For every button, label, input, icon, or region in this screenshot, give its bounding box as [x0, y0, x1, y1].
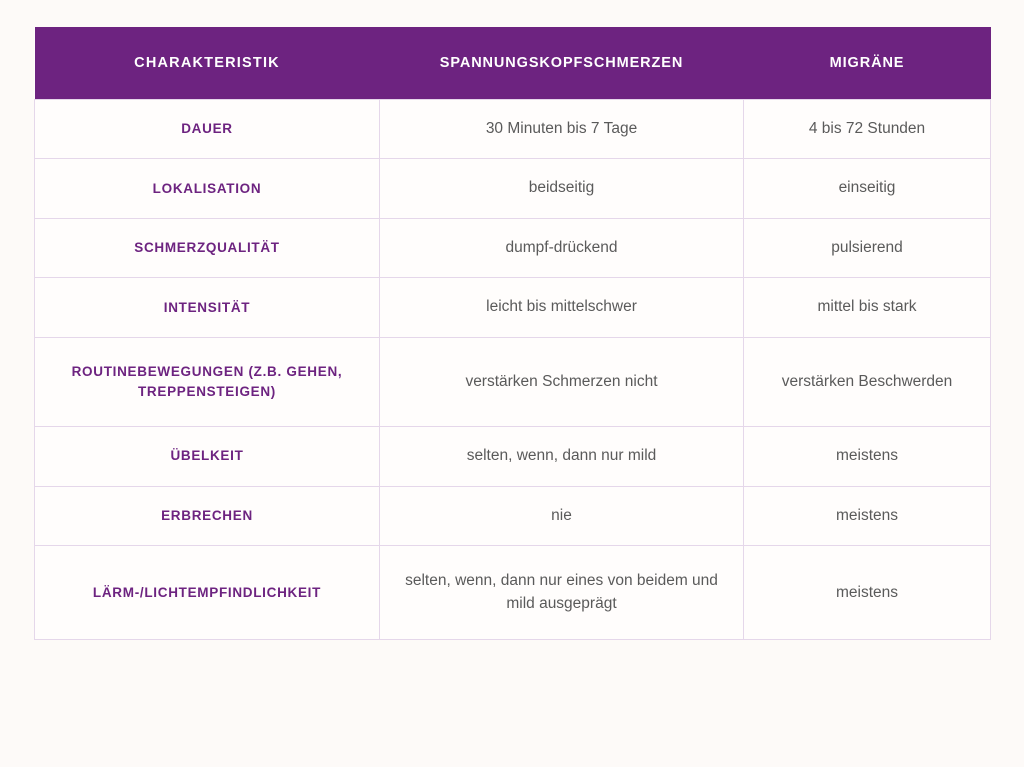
cell-tension-intensitaet: leicht bis mittelschwer: [380, 278, 744, 337]
cell-migraine-intensitaet: mittel bis stark: [744, 278, 991, 337]
row-label-routinebewegungen: ROUTINEBEWEGUNGEN (Z.B. GEHEN, TREPPENSTEIGEN): [35, 337, 380, 427]
cell-migraine-uebelkeit: meistens: [744, 427, 991, 486]
cell-tension-laerm-lichtempfindlichkeit: selten, wenn, dann nur eines von beidem und mild ausgeprägt: [380, 546, 744, 640]
table-row: [35, 218, 991, 277]
cell-tension-dauer: 30 Minuten bis 7 Tage: [380, 100, 744, 159]
table-row: [35, 100, 991, 159]
cell-tension-erbrechen: nie: [380, 486, 744, 545]
cell-tension-uebelkeit: selten, wenn, dann nur mild: [380, 427, 744, 486]
row-label-lokalisation: LOKALISATION: [35, 159, 380, 218]
row-label-uebelkeit: ÜBELKEIT: [35, 427, 380, 486]
table-header: [35, 27, 991, 100]
table-row: [35, 278, 991, 337]
row-label-dauer: DAUER: [35, 100, 380, 159]
cell-migraine-routinebewegungen: verstärken Beschwerden: [744, 337, 991, 427]
column-header-migraine: MIGRÄNE: [744, 27, 991, 100]
cell-migraine-schmerzqualitaet: pulsierend: [744, 218, 991, 277]
cell-tension-lokalisation: beidseitig: [380, 159, 744, 218]
cell-tension-schmerzqualitaet: dumpf-drückend: [380, 218, 744, 277]
row-label-intensitaet: INTENSITÄT: [35, 278, 380, 337]
table-header-row: [35, 27, 991, 100]
column-header-tension-headache: SPANNUNGSKOPFSCHMERZEN: [380, 27, 744, 100]
row-label-laerm-lichtempfindlichkeit: LÄRM-/LICHTEMPFINDLICHKEIT: [35, 546, 380, 640]
table-row: [35, 546, 991, 640]
cell-migraine-erbrechen: meistens: [744, 486, 991, 545]
table-row: [35, 159, 991, 218]
table-row: [35, 337, 991, 427]
table-body: [35, 100, 991, 640]
cell-migraine-lokalisation: einseitig: [744, 159, 991, 218]
headache-comparison-table: [34, 27, 991, 640]
cell-tension-routinebewegungen: verstärken Schmerzen nicht: [380, 337, 744, 427]
cell-migraine-laerm-lichtempfindlichkeit: meistens: [744, 546, 991, 640]
table-row: [35, 486, 991, 545]
column-header-characteristic: CHARAKTERISTIK: [35, 27, 380, 100]
row-label-erbrechen: ERBRECHEN: [35, 486, 380, 545]
table-row: [35, 427, 991, 486]
row-label-schmerzqualitaet: SCHMERZQUALITÄT: [35, 218, 380, 277]
cell-migraine-dauer: 4 bis 72 Stunden: [744, 100, 991, 159]
